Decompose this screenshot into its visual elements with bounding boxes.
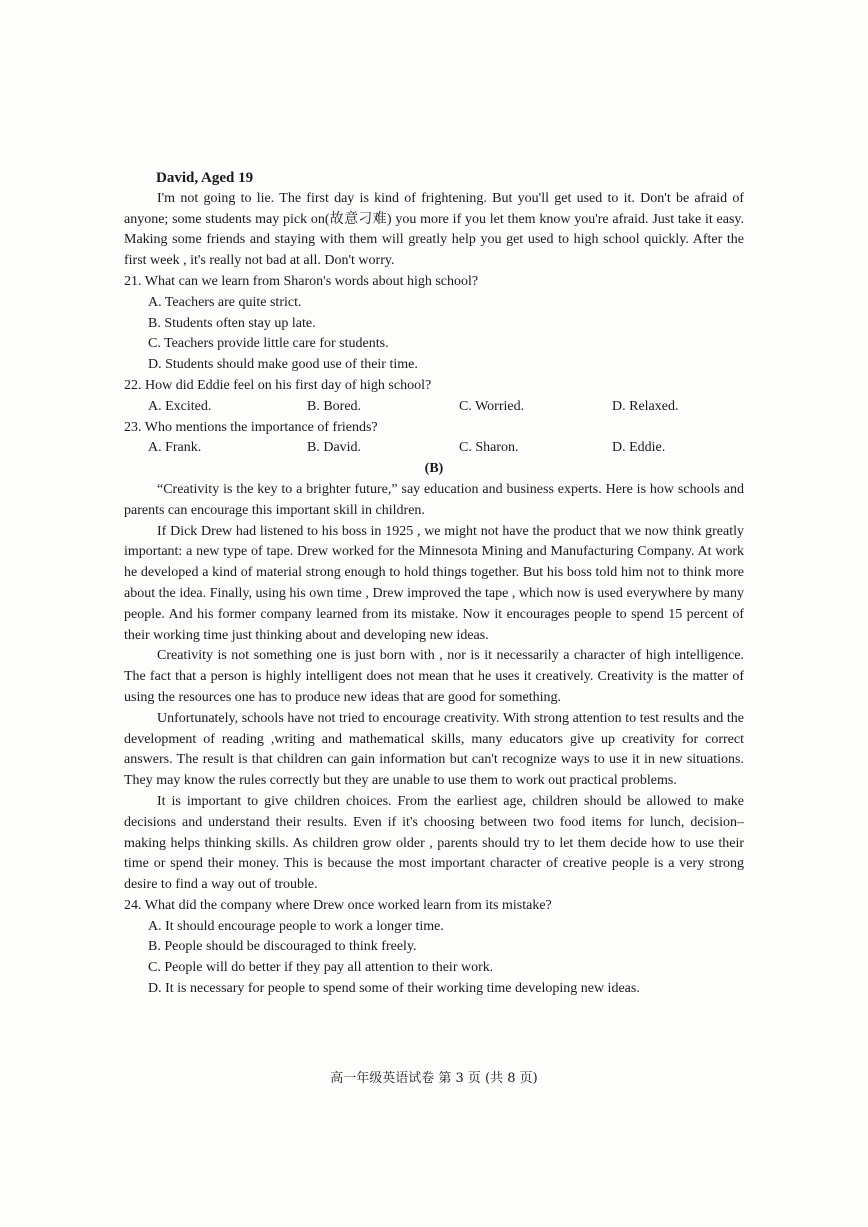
- question-21-stem: 21. What can we learn from Sharon's words about high school?: [124, 273, 479, 289]
- question-22-option-b: B. Bored.: [307, 398, 362, 414]
- passage-paragraph: I'm not going to lie. The first day is kind of frightening. But you'll get used to it. Don't be afraid of anyone; some students may pick on(故意刁难) you more if you let them know you're afraid. Just take it easy. Making some friends and staying with them will greatly help you get used to high school quickly. After the first week , it's really not bad at all. Don't worry.: [124, 190, 744, 269]
- question-21-option-d: D. Students should make good use of their time.: [148, 357, 418, 373]
- question-22-option-c: C. Worried.: [459, 398, 525, 414]
- question-21-option-c: C. Teachers provide little care for students.: [148, 336, 389, 352]
- question-24-option-c: C. People will do better if they pay all attention to their work.: [148, 960, 494, 976]
- question-22-option-d: D. Relaxed.: [612, 398, 679, 414]
- question-24-option-a: A. It should encourage people to work a longer time.: [148, 918, 444, 934]
- question-24-option-b: B. People should be discouraged to think freely.: [148, 939, 417, 955]
- passage-b-paragraph-5: It is important to give children choices. From the earliest age, children should be allowed to make decisions and understand their results. Even if it's choosing between two food items for lunch, decision–making helps thinking skills. As children grow older , parents should try to let them decide how to use their time or spend their money. This is because the most important character of creative people is a very strong desire to find a way out of trouble.: [124, 793, 744, 893]
- passage-author: David, Aged 19: [156, 170, 254, 186]
- question-23-option-d: D. Eddie.: [612, 440, 666, 456]
- page-content: [124, 168, 744, 1000]
- question-23-stem: 23. Who mentions the importance of friends?: [124, 419, 378, 435]
- page-footer: 高一年级英语试卷 第 3 页 (共 8 页): [330, 1071, 538, 1086]
- question-21-option-b: B. Students often stay up late.: [148, 315, 316, 331]
- section-b-title: (B): [424, 461, 444, 477]
- passage-b-paragraph-4: Unfortunately, schools have not tried to encourage creativity. With strong attention to test results and the development of reading ,writing and mathematical skills, many educators give up creativity for correct answers. The result is that children can gain information but can't recognize ways to use it in new situations. They may know the rules correctly but they are unable to use them to work out practical problems.: [124, 710, 744, 789]
- question-23-option-a: A. Frank.: [148, 440, 202, 456]
- question-24-stem: 24. What did the company where Drew once worked learn from its mistake?: [124, 897, 552, 913]
- question-23-option-c: C. Sharon.: [459, 440, 519, 456]
- question-22-option-a: A. Excited.: [148, 398, 212, 414]
- passage-b-paragraph-2: If Dick Drew had listened to his boss in 1925 , we might not have the product that we now think greatly important: a new type of tape. Drew worked for the Minnesota Mining and Manufacturing Company. At work he developed a kind of material strong enough to hold things together. But his boss told him not to think more about the idea. Finally, using his own time , Drew improved the tape , which now is used everywhere by many people. And his former company learned from its mistake. Now it encourages people to spend 15 percent of their working time just thinking about and developing new ideas.: [124, 523, 744, 643]
- question-22-stem: 22. How did Eddie feel on his first day of high school?: [124, 377, 432, 393]
- question-24-option-d: D. It is necessary for people to spend some of their working time developing new ideas.: [148, 981, 640, 997]
- passage-b-paragraph-1: “Creativity is the key to a brighter future,” say education and business experts. Here is how schools and parents can encourage this important skill in children.: [124, 481, 744, 518]
- question-21-option-a: A. Teachers are quite strict.: [148, 294, 302, 310]
- question-24-options: [124, 917, 744, 1000]
- question-22-options: [124, 397, 744, 418]
- question-23-option-b: B. David.: [307, 440, 362, 456]
- question-23-options: [124, 438, 744, 459]
- question-21-options: [124, 293, 744, 376]
- passage-b-paragraph-3: Creativity is not something one is just born with , nor is it necessarily a character of high intelligence. The fact that a person is highly intelligent does not mean that he uses it creatively. Creativity is the matter of using the resources one has to produce new ideas that are good for something.: [124, 648, 744, 705]
